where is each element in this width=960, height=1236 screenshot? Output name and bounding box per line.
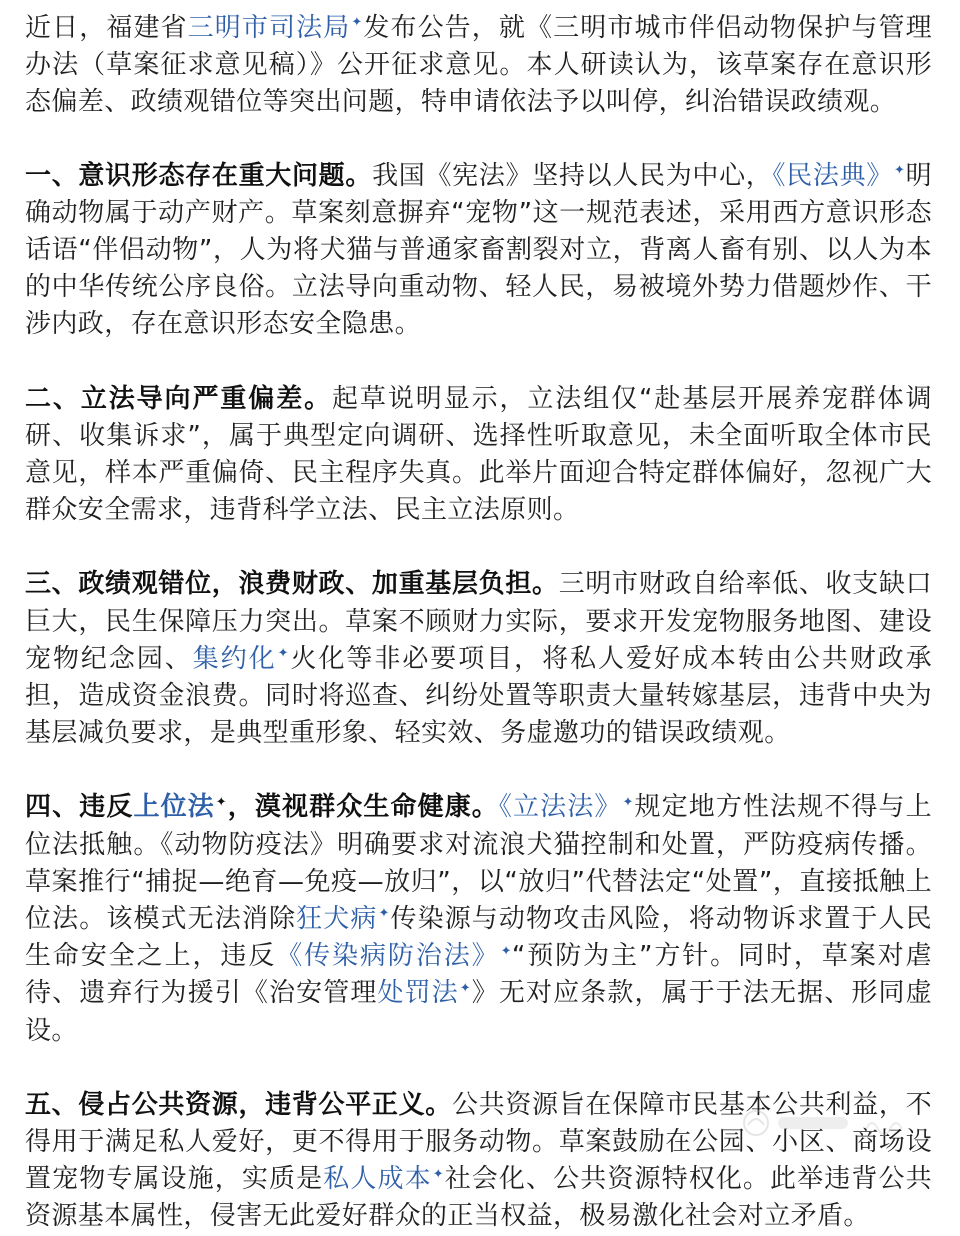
section-4-heading-a: 四、违反 [25,792,134,823]
intro-text-2: 发布公告，就《三明市城市伴侣动物保护与管理办法（草案征求意见稿）》公开征求意见。本人研读认为，该草案存在意识形态偏差、政绩观错位等突出问题，特申请依法予以叫停，纠治错误政绩观。 [25,13,932,118]
section-1-text-2: 明确动物属于动产财产。草案刻意摒弃“宠物”这一规范表述，采用西方意识形态话语“伴侣动物”，人为将犬猫与普通家畜割裂对立，背离人畜有别、以人为本的中华传统公序良俗。立法导向重动物、轻人民，易被境外势力借题炒作、干涉内政，存在意识形态安全隐患。 [25,160,932,340]
section-1-text-1: 我国《宪法》坚持以人民为中心， [372,160,773,191]
intro-paragraph [25,10,932,122]
section-4-paragraph [25,789,932,1049]
link-infectious-disease-law[interactable]: 《传染病防治法》 [276,941,500,972]
section-1-heading: 一、意识形态存在重大问题。 [25,160,373,191]
sparkle-icon: ✦ [622,794,634,810]
sparkle-icon: ✦ [500,943,512,959]
sparkle-icon: ✦ [277,646,289,662]
section-5-text-2: 社会化、公共资源特权化。此举违背公共资源基本属性，侵害无此爱好群众的正当权益，极易激化社会对立矛盾。 [25,1164,932,1232]
section-4-text-4: 》无对应条款，属于于法无据、形同虚设。 [25,978,932,1046]
link-private-cost[interactable]: 私人成本 [323,1164,432,1195]
link-punishment-law[interactable]: 处罚法 [377,978,459,1009]
link-civil-code[interactable]: 《民法典》 [772,160,893,191]
section-1-paragraph [25,158,932,344]
sparkle-icon: ✦ [378,906,390,922]
section-2-paragraph [25,381,932,530]
section-2-text-1: 起草说明显示，立法组仅“赴基层开展养宠群体调研、收集诉求”，属于典型定向调研、选择性听取意见，未全面听取全体市民意见，样本严重偏倚、民主程序失真。此举片面迎合特定群体偏好，忽视广大群众安全需求，违背科学立法、民主立法原则。 [25,383,932,526]
section-3-text-1: 三明市财政自给率低、收支缺口巨大，民生保障压力突出。草案不顾财力实际，要求开发宠物服务地图、建设宠物纪念园、 [25,569,932,674]
link-legislation-law[interactable]: 《立法法》 [498,792,622,823]
section-3-paragraph [25,566,932,752]
link-higher-law[interactable]: 上位法 [133,792,215,823]
sparkle-icon: ✦ [432,1166,444,1182]
section-5-text-1: 公共资源旨在保障市民基本公共利益，不得用于满足私人爱好，更不得用于服务动物。草案鼓励在公园、小区、商场设置宠物专属设施，实质是 [25,1089,933,1195]
link-intensive-cremation[interactable]: 集约化 [192,643,277,674]
section-4-text-3: “预防为主”方针。同时，草案对虐待、遗弃行为援引《治安管理 [25,941,933,1009]
section-4-text-2: 传染源与动物攻击风险，将动物诉求置于人民生命安全之上，违反 [25,904,932,972]
watermark-icon [726,1103,946,1143]
section-4-text-1: 规定地方性法规不得与上位法抵触。《动物防疫法》明确要求对流浪犬猫控制和处置，严防疫病传播。草案推行“捕捉—绝育—免疫—放归”，以“放归”代替法定“处置”，直接抵触上位法。该模式无法消除 [25,792,932,935]
sparkle-icon: ✦ [459,980,472,996]
intro-text-1: 近日，福建省 [25,13,188,43]
section-2-heading: 二、立法导向严重偏差。 [25,383,333,414]
section-5-heading: 五、侵占公共资源，违背公平正义。 [25,1089,452,1120]
section-3-text-2: 火化等非必要项目，将私人爱好成本转由公共财政承担，造成资金浪费。同时将巡查、纠纷处置等职责大量转嫁基层，违背中央为基层减负要求，是典型重形象、轻实效、务虚邀功的错误政绩观。 [25,643,933,749]
section-4-heading-b: ，漠视群众生命健康。 [227,792,499,823]
sparkle-icon: ✦ [894,162,906,178]
link-sanming-justice-bureau[interactable]: 三明市司法局 [187,13,351,43]
section-3-heading: 三、政绩观错位，浪费财政、加重基层负担。 [25,569,559,600]
sparkle-icon: ✦ [351,15,363,31]
sparkle-icon: ✦ [215,794,228,810]
link-rabies[interactable]: 狂犬病 [296,904,378,935]
